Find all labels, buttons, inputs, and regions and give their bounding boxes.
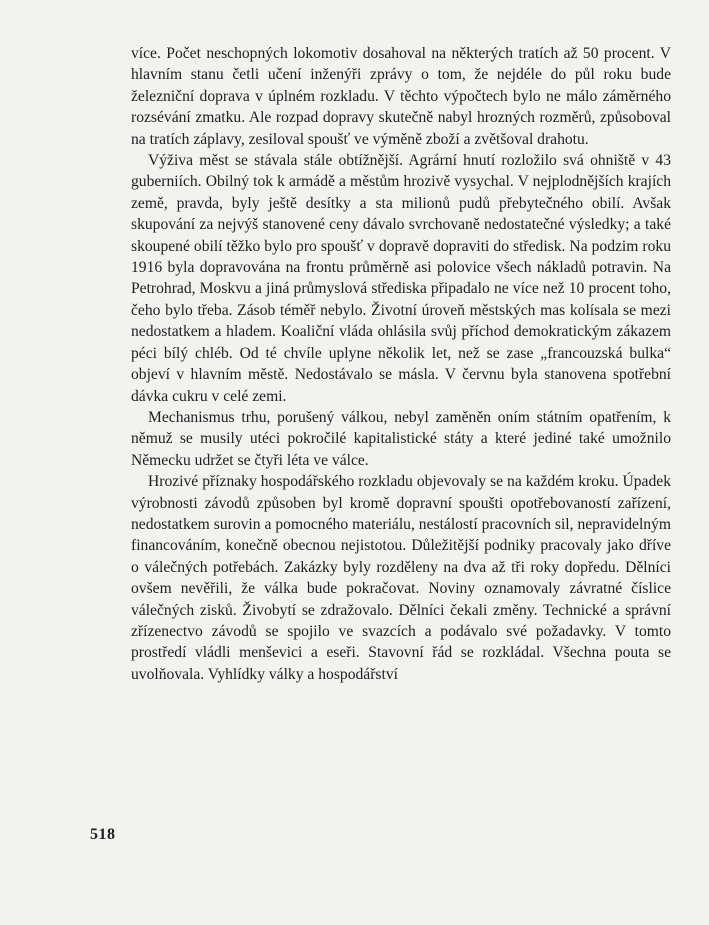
paragraph: více. Počet neschopných lokomotiv dosahoval na některých tratích až 50 procent. V hlavním stanu četli učení inženýři zprávy o tom, že nejdéle do půl roku bude železniční doprava v úplném rozkladu. V těchto výpočtech bylo ne málo záměrného rozsévání zmatku. Ale rozpad dopravy skutečně nabyl hrozných rozměrů, způsoboval na tratích záplavy, zesiloval spoušť ve výměně zboží a zvětšoval drahotu. — [131, 45, 671, 148]
paragraph: Výživa měst se stávala stále obtížnější. Agrární hnutí rozložilo svá ohniště v 43 guberniích. Obilný tok k armádě a městům hrozivě vysychal. V nejplodnějších krajích země, pravda, byly ještě desítky a sta milionů pudů přebytečného obilí. Avšak skupování za nejvýš stanovené ceny dávalo svrchovaně nedostatečné výsledky; a také skoupené obilí těžko bylo pro spoušť v dopravě dopraviti do středisk. Na podzim roku 1916 byla dopravována na frontu průměrně asi polovice všech nákladů potravin. Na Petrohrad, Moskvu a jiná průmyslová střediska připadalo ne více než 10 procent toho, čeho bylo třeba. Zásob téměř nebylo. Životní úroveň městských mas kolísala se mezi nedostatkem a hladem. Koaliční vláda ohlásila svůj příchod demokratickým zákazem péci bílý chléb. Od té chvíle uplyne několik let, než se zase „francouzská bulka“ objeví v hlavním městě. Nedostávalo se másla. V červnu byla stanovena spotřební dávka cukru v celé zemi. — [131, 152, 671, 405]
body-text — [131, 43, 671, 685]
paragraph: Hrozivé příznaky hospodářského rozkladu objevovaly se na každém kroku. Úpadek výrobnosti závodů způsoben byl kromě dopravní spoušti opotřebovaností zařízení, nedostatkem surovin a pomocného materiálu, nestálostí pracovních sil, nepravidelným financováním, konečně obecnou nejistotou. Důležitější podniky pracovaly jako dříve o válečných potřebách. Zakázky byly rozděleny na dva až tři roky dopředu. Dělníci ovšem nevěřili, že válka bude pokračovat. Noviny oznamovaly závratné číslice válečných zisků. Živobytí se zdražovalo. Dělníci čekali změny. Technické a správní zřízenectvo závodů se spojilo ve svazcích a podávalo své požadavky. V tomto prostředí vládli menševici a eseři. Stavovní řád se rozkládal. Všechna pouta se uvolňovala. Vyhlídky války a hospodářství — [131, 473, 671, 683]
page-number: 518 — [90, 826, 116, 843]
paragraph: Mechanismus trhu, porušený válkou, nebyl zaměněn oním státním opatřením, k němuž se musily utéci pokročilé kapitalistické státy a které jediné také umožnilo Německu udržet se čtyři léta ve válce. — [131, 408, 671, 469]
